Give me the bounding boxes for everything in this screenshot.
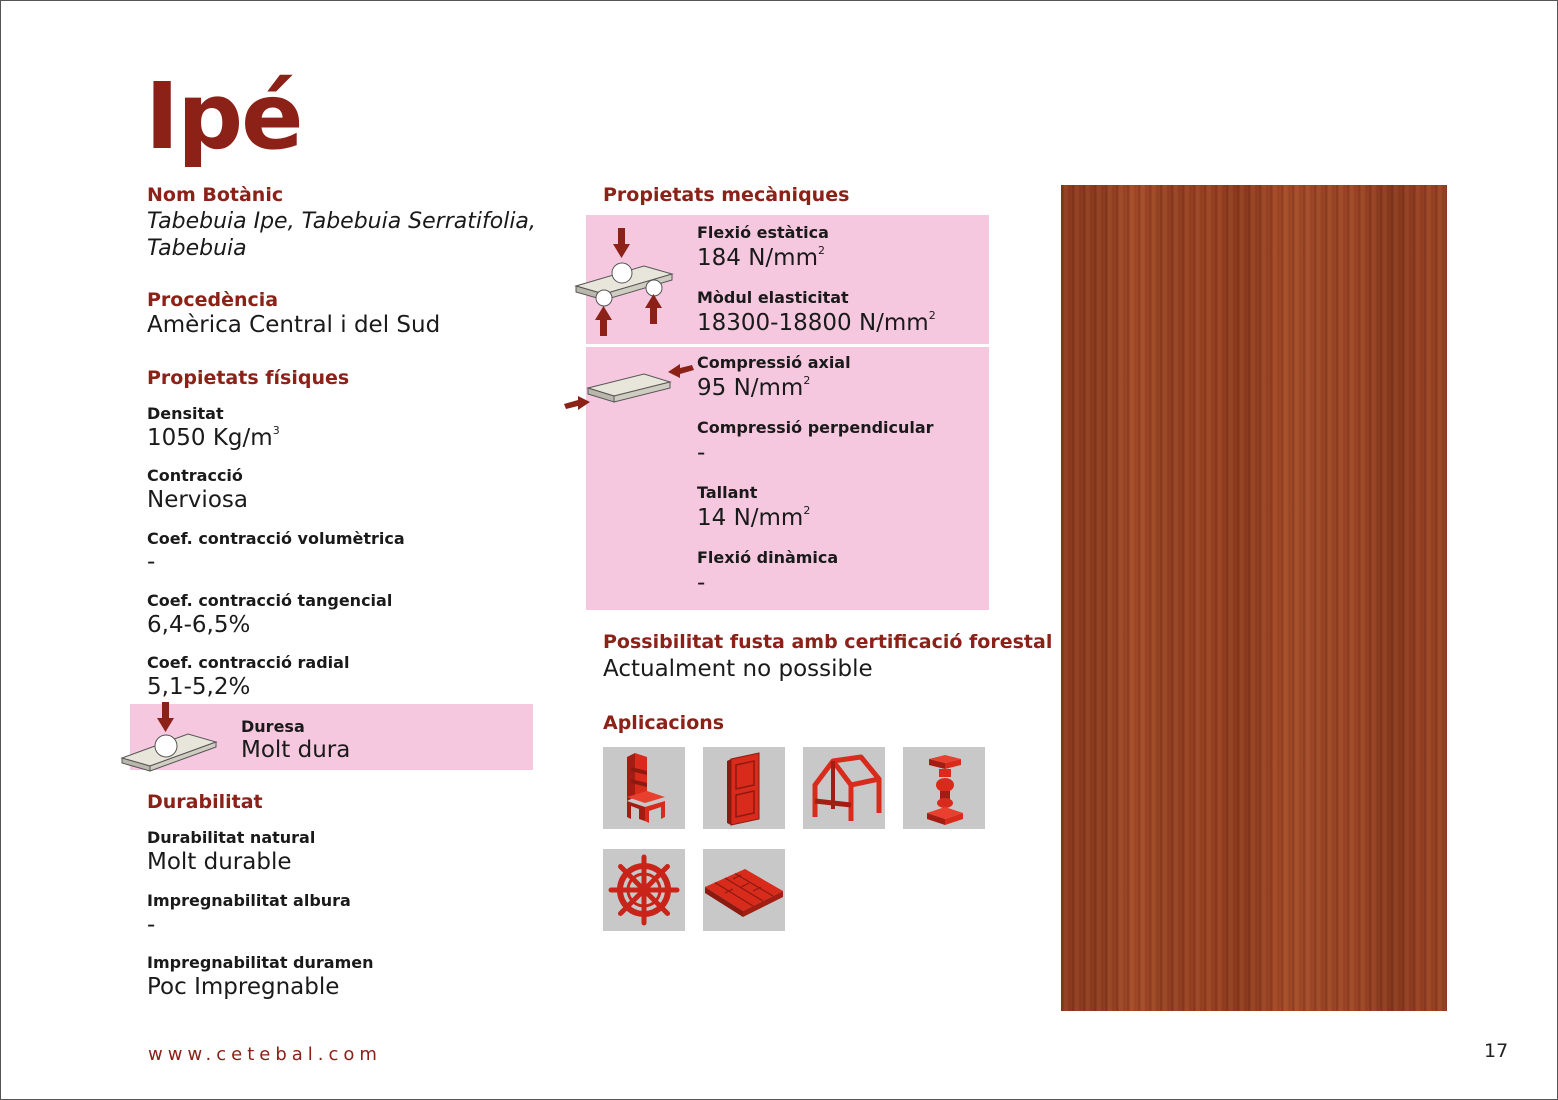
flooring-icon [703, 849, 785, 931]
hardness-label: Duresa [241, 717, 305, 736]
botanic-heading: Nom Botànic [147, 184, 284, 206]
dynamic-flex-value: - [697, 570, 706, 596]
applications-heading: Aplicacions [603, 712, 725, 734]
perpendicular-label: Compressió perpendicular [697, 418, 934, 437]
hardness-value: Molt dura [241, 737, 351, 763]
origin-heading: Procedència [147, 289, 279, 311]
axial-value: 95 $N/mm^2$ [697, 374, 811, 401]
botanic-line1: Tabebuia Ipe, Tabebuia Serratifolia, [147, 209, 536, 234]
certification-value: Actualment no possible [603, 656, 873, 682]
axial-compression-icon [562, 364, 696, 414]
shrinkage-label: Contracció [147, 466, 243, 485]
shrinkage-value: Nerviosa [147, 487, 248, 513]
sapwood-value: - [147, 912, 156, 938]
dynamic-flex-label: Flexió dinàmica [697, 548, 839, 567]
column-icon [903, 747, 985, 829]
axial-label: Compressió axial [697, 353, 851, 372]
tangential-value: 6,4-6,5% [147, 612, 251, 638]
ship-wheel-icon [603, 849, 685, 931]
heartwood-value: Poc Impregnable [147, 974, 340, 1000]
radial-value: 5,1-5,2% [147, 674, 251, 700]
website-link[interactable]: www.cetebal.com [148, 1044, 382, 1065]
volumetric-value: - [147, 549, 156, 575]
natural-durability-label: Durabilitat natural [147, 828, 316, 847]
shear-value: 14 $N/mm^2$ [697, 504, 811, 531]
certification-heading: Possibilitat fusta amb certificació forestal [603, 631, 1053, 653]
tangential-label: Coef. contracció tangencial [147, 591, 393, 610]
static-flex-value: 184 $N/mm^2$ [697, 244, 825, 271]
radial-label: Coef. contracció radial [147, 653, 350, 672]
structure-icon [803, 747, 885, 829]
elasticity-label: Mòdul elasticitat [697, 288, 849, 307]
durability-heading: Durabilitat [147, 791, 263, 813]
elasticity-value: 18300-18800 $N/mm^2$ [697, 309, 936, 336]
density-label: Densitat [147, 404, 224, 423]
hardness-test-icon [118, 700, 218, 776]
static-flex-label: Flexió estàtica [697, 223, 829, 242]
perpendicular-value: - [697, 440, 706, 466]
heartwood-label: Impregnabilitat duramen [147, 953, 374, 972]
page-number: 17 [1484, 1040, 1509, 1062]
botanic-line2: Tabebuia [147, 236, 247, 261]
furniture-icon [603, 747, 685, 829]
door-icon [703, 747, 785, 829]
density-value: 1050 $Kg/m^3$ [147, 424, 280, 451]
volumetric-label: Coef. contracció volumètrica [147, 529, 405, 548]
physical-heading: Propietats físiques [147, 367, 350, 389]
static-bending-icon [574, 226, 676, 340]
page-title: Ipé [145, 63, 302, 170]
sapwood-label: Impregnabilitat albura [147, 891, 351, 910]
origin-value: Amèrica Central i del Sud [147, 312, 441, 338]
natural-durability-value: Molt durable [147, 849, 292, 875]
wood-sample-image [1061, 185, 1447, 1011]
shear-label: Tallant [697, 483, 758, 502]
mechanical-heading: Propietats mecàniques [603, 184, 850, 206]
